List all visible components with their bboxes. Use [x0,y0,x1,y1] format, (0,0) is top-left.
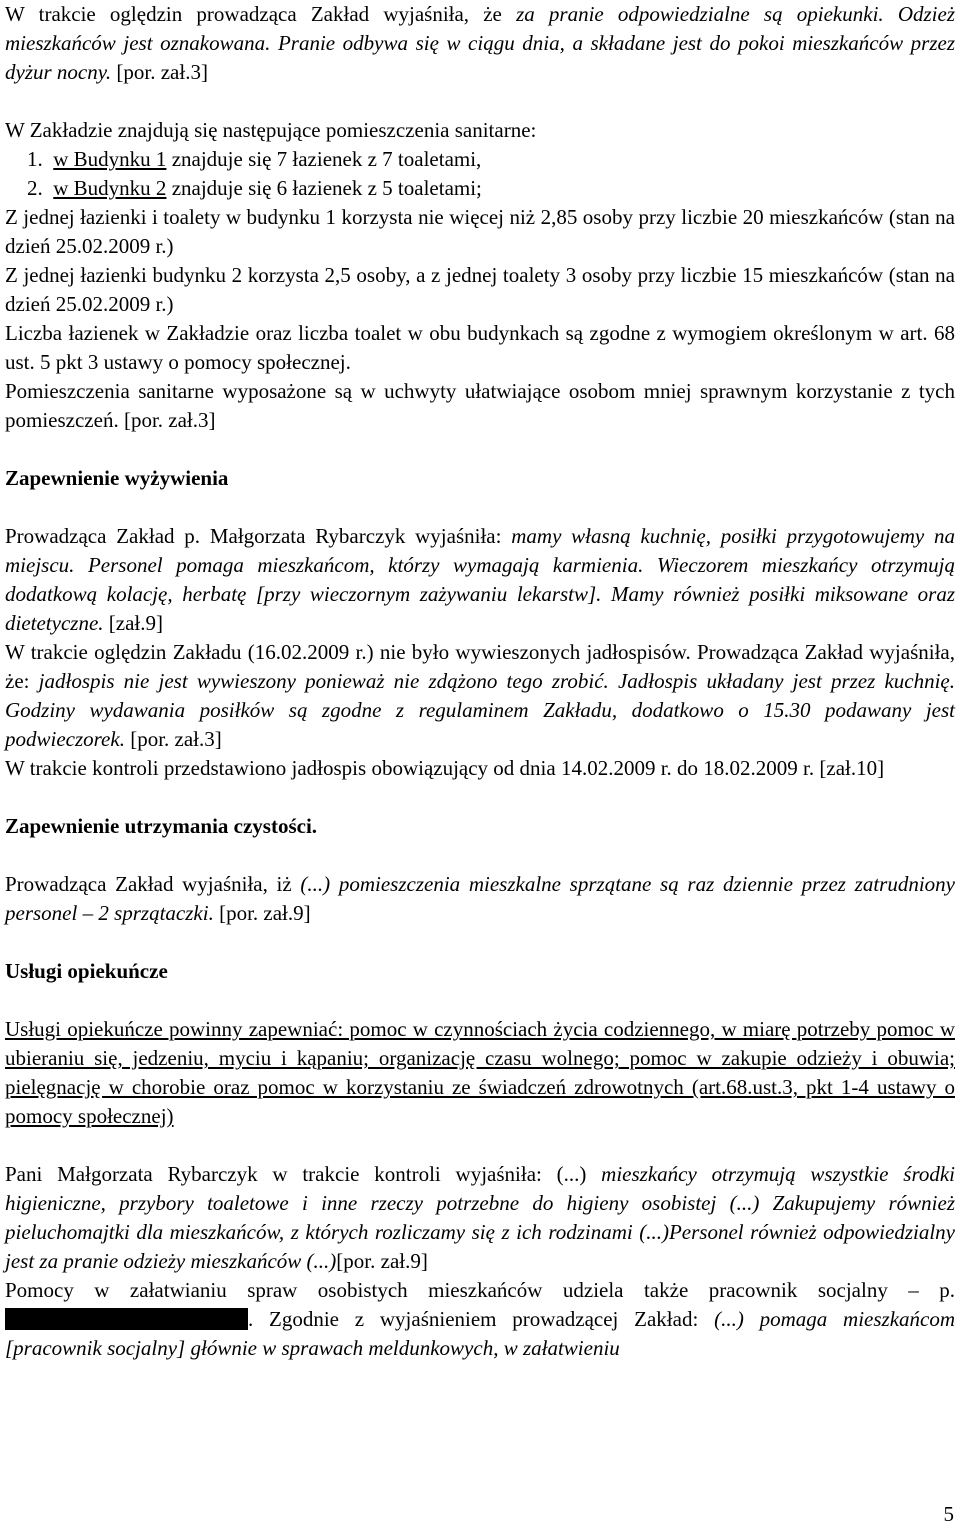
sanitary-item-2 [5,174,955,203]
quote: (...) pomieszczenia mieszkalne sprzątane są raz dziennie przez zatrudniony personel – 2 sprzątaczki. [5,872,955,925]
heading-food: Zapewnienie wyżywienia [5,466,229,490]
paragraph-laundry [5,0,955,87]
building-2-label: w Budynku 2 [53,176,167,200]
text: W trakcie oględzin Zakładu (16.02.2009 r.) nie było wywieszonych jadłospisów. Prowadząca Zakład wyjaśniła, że: [5,640,955,693]
sanitary-intro: W Zakładzie znajdują się następujące pomieszczenia sanitarne: [5,118,537,142]
quote: mamy własną kuchnię, posiłki przygotowujemy na miejscu. Personel pomaga mieszkańcom, którzy wymagają karmienia. Wieczorem mieszkańcy otrzymują dodatkową kolację, herbatę [przy wieczornym zażywaniu lekarstw]. Mamy również posiłki miksowane oraz dietetyczne. [5,524,955,635]
text: Prowadząca Zakład wyjaśniła, iż [5,872,301,896]
quote: mieszkańcy otrzymują wszystkie środki higieniczne, przybory toaletowe i inne rzeczy potrzebne do higieny osobistej (...) Zakupujemy również pieluchomajtki dla mieszkańców, z których rozliczamy się z ich rodzinami (...)Personel również odpowiedzialny jest za pranie odzieży mieszkańców (...) [5,1162,955,1273]
reference: [por. zał.3] [130,727,222,751]
page-number: 5 [943,1502,954,1526]
text: Pomieszczenia sanitarne wyposażone są w uchwyty ułatwiające osobom mniej sprawnym korzystanie z tych pomieszczeń. [5,379,955,432]
list-number: 1. [27,147,43,171]
text: znajduje się 6 łazienek z 5 toaletami; [166,176,482,200]
list-number: 2. [27,176,43,200]
heading-cleanliness: Zapewnienie utrzymania czystości. [5,814,318,838]
quote: (...) pomaga mieszkańcom [pracownik socjalny] głównie w sprawach meldunkowych, w załatwieniu [5,1307,955,1360]
reference: [por. zał.3] [116,60,208,84]
heading-care-services: Usługi opiekuńcze [5,959,168,983]
reference: [por. zał.9] [336,1249,428,1273]
paragraph-care-hygiene [5,1160,955,1276]
building-1-label: w Budynku 1 [53,147,167,171]
text: znajduje się 7 łazienek z 7 toaletami, [166,147,482,171]
paragraph-building-1: Z jednej łazienki i toalety w budynku 1 korzysta nie więcej niż 2,85 osoby przy liczbie 20 mieszkańców (stan na dzień 25.02.2009 r.) [5,205,955,258]
text: . Zgodnie z wyjaśnieniem prowadzącej Zakład: [248,1307,715,1331]
text: Pomocy w załatwianiu spraw osobistych mieszkańców udziela także pracownik socjalny – p. [5,1278,955,1302]
paragraph-equipment [5,377,955,435]
paragraph-cleanliness [5,870,955,928]
redacted-name [5,1308,248,1330]
text: W trakcie kontroli przedstawiono jadłospis obowiązujący od dnia 14.02.2009 r. do 18.02.2009 r. [5,756,820,780]
reference: [zał.10] [819,756,885,780]
sanitary-item-1 [5,145,955,174]
reference: [zał.9] [108,611,163,635]
document-page [5,0,955,1363]
reference: [por. zał.9] [219,901,311,925]
text: W trakcie oględzin prowadząca Zakład wyjaśniła, że [5,2,517,26]
text: Prowadząca Zakład p. Małgorzata Rybarczyk wyjaśniła: [5,524,512,548]
paragraph-care-definition: Usługi opiekuńcze powinny zapewniać: pomoc w czynnościach życia codziennego, w miarę potrzeby pomoc w ubieraniu się, jedzeniu, myciu i kąpaniu; organizację czasu wolnego; pomoc w zakupie odzieży i obuwia; pielęgnację w chorobie oraz pomoc w korzystaniu ze świadczeń zdrowotnych (art.68.ust.3, pkt 1-4 ustawy o pomocy społecznej) [5,1017,955,1128]
quote: za pranie odpowiedzialne są opiekunki. Odzież mieszkańców jest oznakowana. Pranie odbywa się w ciągu dnia, a składane jest do pokoi mieszkańców przez dyżur nocny. [5,2,955,84]
reference: [por. zał.3] [123,408,216,432]
paragraph-compliance: Liczba łazienek w Zakładzie oraz liczba toalet w obu budynkach są zgodne z wymogiem określonym w art. 68 ust. 5 pkt 3 ustawy o pomocy społecznej. [5,321,955,374]
paragraph-social-worker [5,1276,955,1363]
paragraph-building-2: Z jednej łazienki budynku 2 korzysta 2,5 osoby, a z jednej toalety 3 osoby przy liczbie 15 mieszkańców (stan na dzień 25.02.2009 r.) [5,263,955,316]
quote: jadłospis nie jest wywieszony ponieważ nie zdążono tego zrobić. Jadłospis układany jest przez kuchnię. Godziny wydawania posiłków są zgodne z regulaminem Zakładu, dodatkowo o 15.30 podawany jest podwieczorek. [5,669,956,751]
paragraph-food-1 [5,522,955,638]
text: Pani Małgorzata Rybarczyk w trakcie kontroli wyjaśniła: (...) [5,1162,602,1186]
paragraph-food-3 [5,754,955,783]
paragraph-food-2 [5,638,955,754]
